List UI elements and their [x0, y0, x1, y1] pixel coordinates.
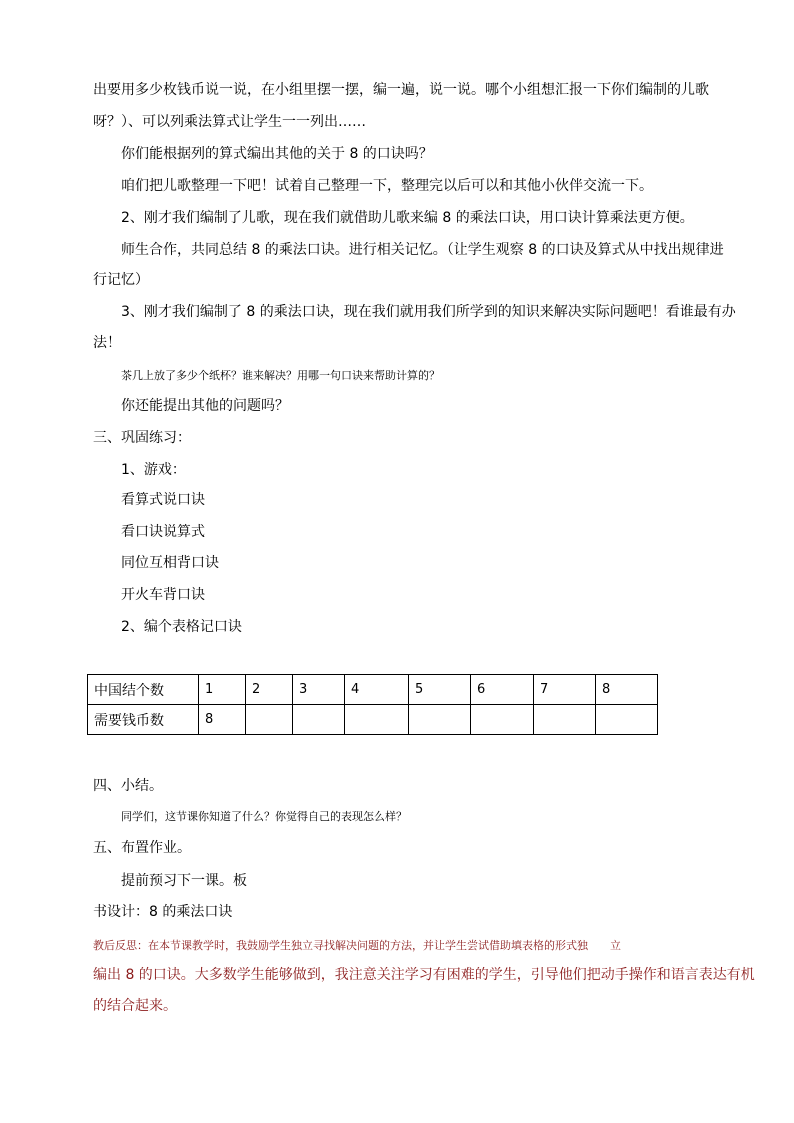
- p3: 你们能根据列的算式编出其他的关于 8 的口诀吗？: [121, 146, 433, 162]
- table-cell: 3: [293, 675, 345, 705]
- table-cell: [596, 705, 658, 735]
- p2: 呀？）、可以列乘法算式让学生一一列出……: [93, 114, 366, 130]
- game-item-1: 看算式说口诀: [121, 492, 205, 508]
- table-cell: 1: [199, 675, 246, 705]
- game-item-3: 同位互相背口诀: [121, 555, 219, 571]
- section-5-heading: 五、布置作业。: [93, 840, 191, 856]
- p7: 行记忆）: [93, 272, 149, 288]
- reflection-line-3: 的结合起来。: [93, 998, 177, 1014]
- table-cell: [534, 705, 596, 735]
- p10: 茶几上放了多少个纸杯？谁来解决？用哪一句口诀来帮助计算的？: [121, 369, 440, 382]
- board-design: 书设计：8 的乘法口诀: [93, 904, 233, 920]
- table-cell: [471, 705, 534, 735]
- table-header-coins: 需要钱币数: [88, 705, 199, 735]
- table-cell: 6: [471, 675, 534, 705]
- p4: 咱们把儿歌整理一下吧！试着自己整理一下，整理完以后可以和其他小伙伴交流一下。: [121, 178, 653, 194]
- table-cell: 4: [345, 675, 409, 705]
- table-cell: 2: [246, 675, 293, 705]
- p9: 法！: [93, 335, 121, 351]
- table-cell: 8: [199, 705, 246, 735]
- table-cell: 5: [409, 675, 471, 705]
- knot-table: [87, 674, 658, 735]
- table-row: [88, 675, 658, 705]
- p11: 你还能提出其他的问题吗？: [121, 398, 289, 414]
- table-cell: [409, 705, 471, 735]
- table-header-knots: 中国结个数: [88, 675, 199, 705]
- table-cell: [293, 705, 345, 735]
- table-cell: [246, 705, 293, 735]
- reflection-line-2: 编出 8 的口诀。大多数学生能够做到，我注意关注学习有困难的学生，引导他们把动手操作和语言表达有机: [93, 967, 755, 983]
- p8: 3、刚才我们编制了 8 的乘法口诀，现在我们就用我们所学到的知识来解决实际问题吧！看谁最有办: [121, 304, 736, 320]
- table-heading: 2、编个表格记口诀: [121, 619, 242, 635]
- table-cell: 8: [596, 675, 658, 705]
- game-item-4: 开火车背口诀: [121, 587, 205, 603]
- game-item-2: 看口诀说算式: [121, 524, 205, 540]
- section-4-heading: 四、小结。: [93, 778, 163, 794]
- table-cell: [345, 705, 409, 735]
- p6: 师生合作，共同总结 8 的乘法口诀。进行相关记忆。（让学生观察 8 的口诀及算式从中找出规律进: [121, 242, 724, 258]
- reflection-line-1: 教后反思：在本节课教学时，我鼓励学生独立寻找解决问题的方法，并让学生尝试借助填表格的形式独 立: [93, 939, 621, 952]
- table-row: [88, 705, 658, 735]
- section-3-heading: 三、巩固练习：: [93, 430, 191, 446]
- game-heading: 1、游戏：: [121, 462, 186, 478]
- p1: 出要用多少枚钱币说一说，在小组里摆一摆，编一遍，说一说。哪个小组想汇报一下你们编制的儿歌: [93, 82, 709, 98]
- table-cell: 7: [534, 675, 596, 705]
- homework-text: 提前预习下一课。板: [121, 873, 247, 889]
- summary-text: 同学们，这节课你知道了什么？你觉得自己的表现怎么样？: [121, 810, 407, 823]
- p5: 2、刚才我们编制了儿歌，现在我们就借助儿歌来编 8 的乘法口诀，用口诀计算乘法更方便。: [121, 210, 694, 226]
